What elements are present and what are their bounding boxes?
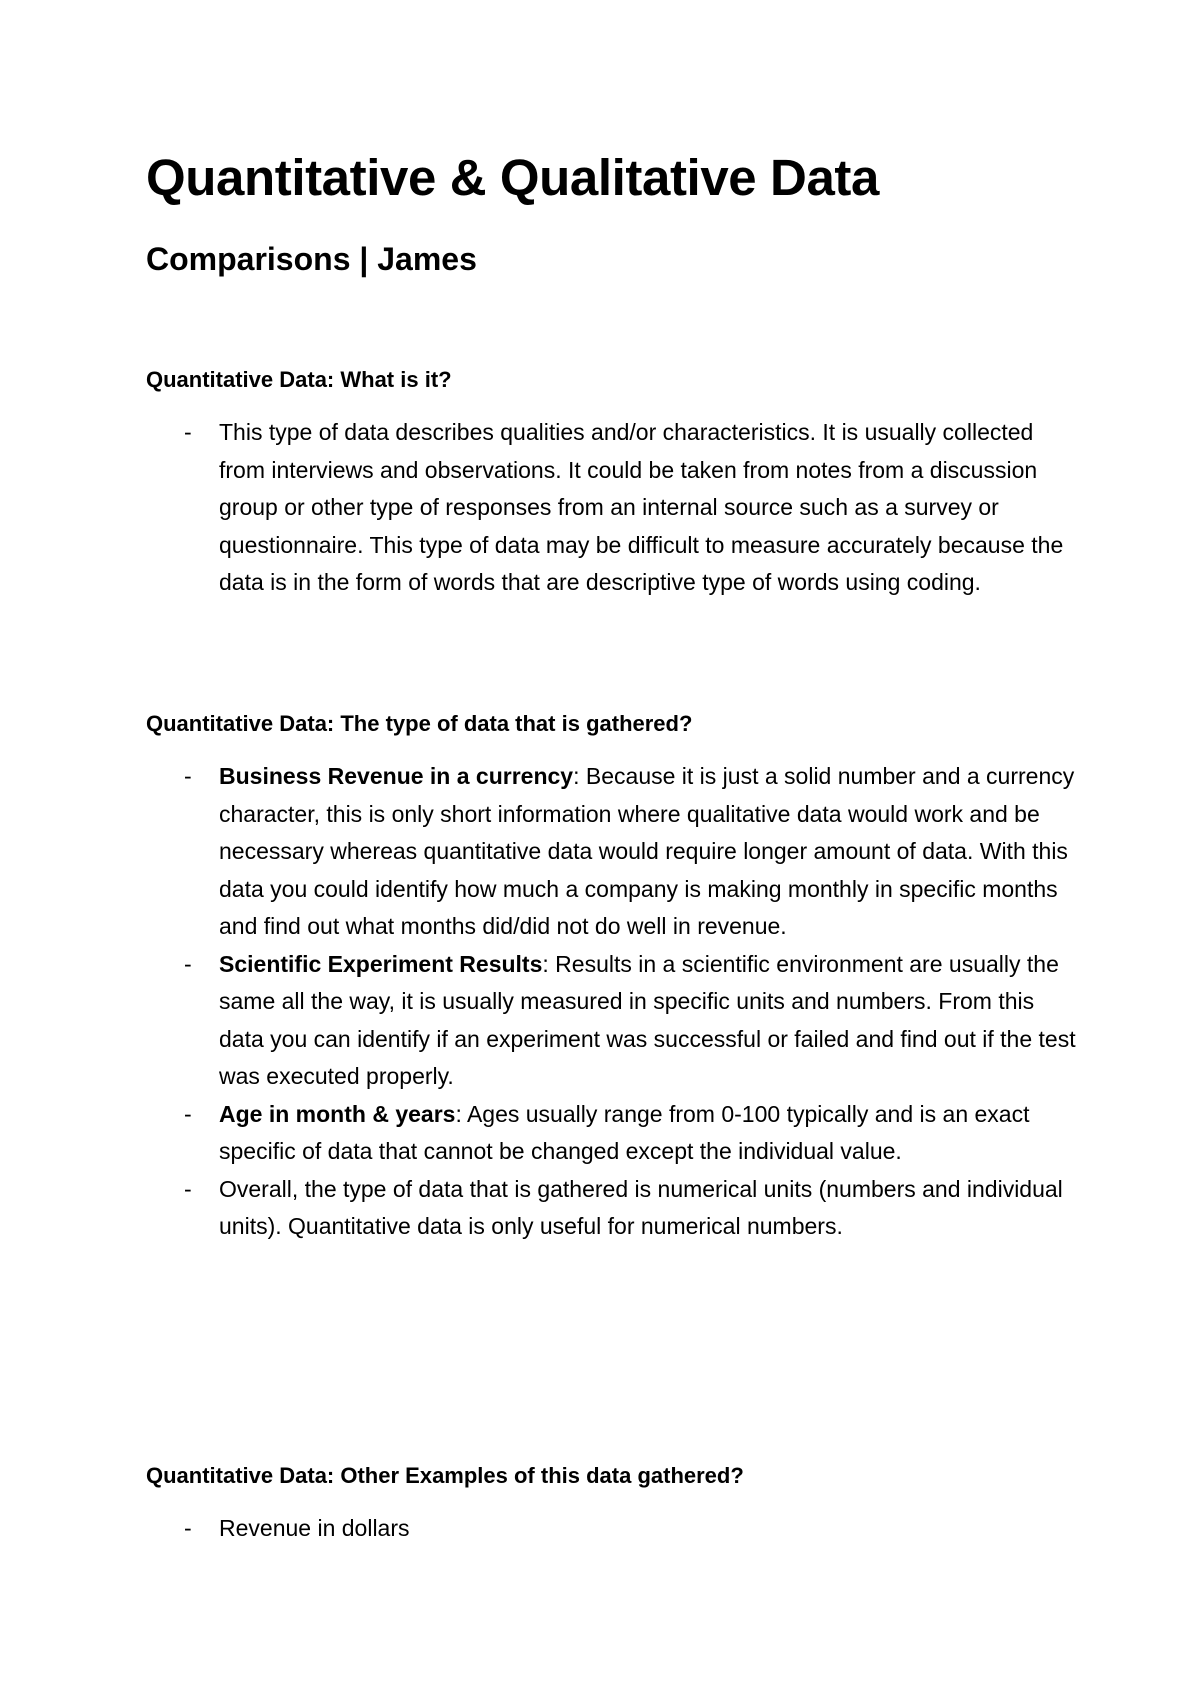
dash-bullet-marker: - xyxy=(184,763,192,789)
dash-bullet-marker: - xyxy=(184,950,192,977)
list-item xyxy=(146,1510,1076,1548)
bullet-list xyxy=(146,1510,1076,1548)
dash-bullet-marker: - xyxy=(184,419,192,445)
bullet-lead-term: Age in month & years xyxy=(219,1100,456,1127)
list-item xyxy=(146,758,1076,946)
bullet-lead-term: Scientific Experiment Results xyxy=(219,950,543,977)
document-subtitle: Comparisons | James xyxy=(146,241,477,277)
section-heading: Quantitative Data: Other Examples of this data gathered? xyxy=(146,1463,744,1488)
list-item xyxy=(146,414,1076,602)
section-what-is-it xyxy=(146,363,1076,602)
bullet-list xyxy=(146,414,1076,602)
bullet-lead-term: Business Revenue in a currency xyxy=(219,763,574,789)
bullet-text: This type of data describes qualities and/or characteristics. It is usually collected from interviews and observations. It could be taken from notes from a discussion group or other type of responses from an internal source such as a survey or questionnaire. This type of data may be difficult to measure accurately because the data is in the form of words that are descriptive type of words using coding. xyxy=(219,419,1064,595)
bullet-text: : Because it is just a solid number and a currency character, this is only short information where qualitative data would work and be necessary whereas quantitative data would require longer amount of data. With this data you could identify how much a company is making monthly in specific months and find out what months did/did not do well in revenue. xyxy=(219,763,1075,939)
section-heading: Quantitative Data: What is it? xyxy=(146,367,452,392)
section-heading: Quantitative Data: The type of data that is gathered? xyxy=(146,711,693,736)
bullet-text: : Ages usually range from 0-100 typically and is an exact specific of data that cannot be changed except the individual value. xyxy=(219,1100,1030,1164)
bullet-text: : Results in a scientific environment are usually the same all the way, it is usually measured in specific units and numbers. From this data you can identify if an experiment was successful or failed and find out if the test was executed properly. xyxy=(219,950,1076,1089)
dash-bullet-marker: - xyxy=(184,1175,192,1202)
section-type-of-data-gathered xyxy=(146,707,1076,1246)
list-item xyxy=(146,1171,1076,1246)
dash-bullet-marker: - xyxy=(184,1515,192,1541)
dash-bullet-marker: - xyxy=(184,1100,192,1127)
list-item xyxy=(146,1096,1076,1171)
bullet-text: Overall, the type of data that is gathered is numerical units (numbers and individual units). Quantitative data is only useful for numerical numbers. xyxy=(219,1175,1063,1239)
bullet-list xyxy=(146,758,1076,1246)
section-other-examples xyxy=(146,1459,1076,1548)
document-title: Quantitative & Qualitative Data xyxy=(146,149,879,206)
list-item xyxy=(146,946,1076,1096)
bullet-text: Revenue in dollars xyxy=(219,1515,410,1541)
